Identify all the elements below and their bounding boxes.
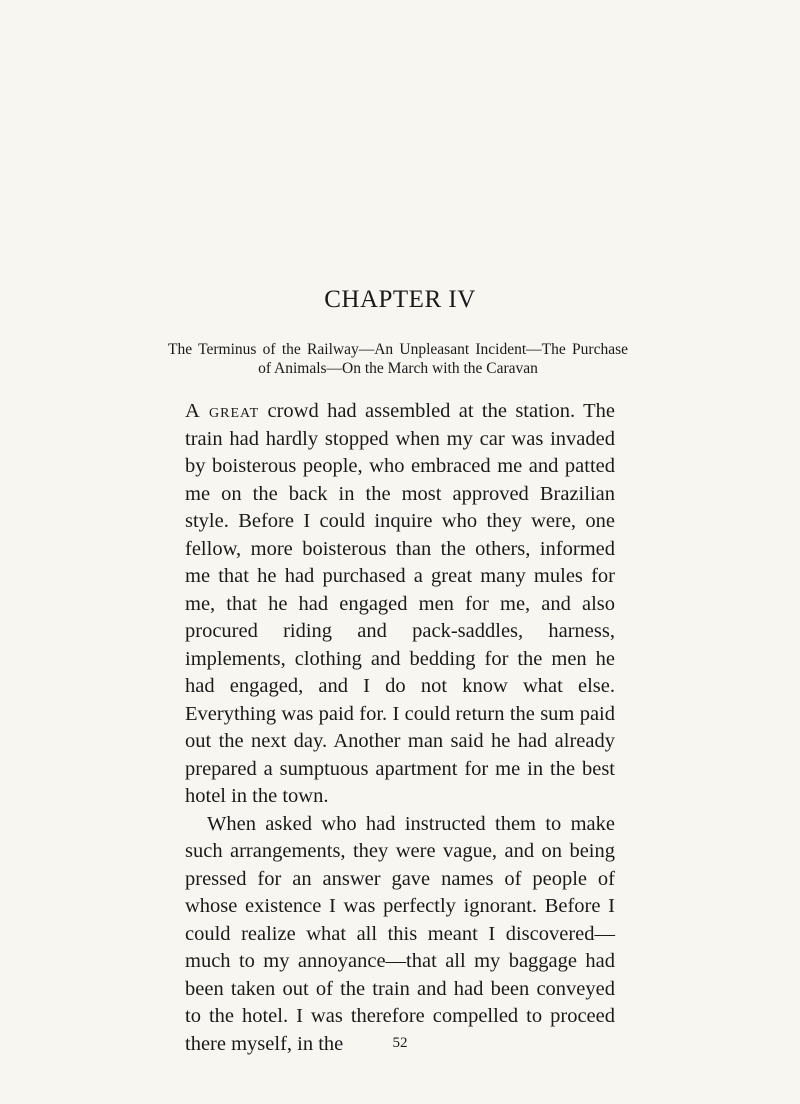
opening-words: A great [185,400,260,422]
chapter-synopsis: The Terminus of the Railway—An Unpleasant Incident—The Purchase of Animals—On the March with the Caravan [168,341,628,377]
paragraph-2: When asked who had instructed them to make such arrangements, they were vague, and on being pressed for an answer gave names of people of whose existence I was perfectly ignorant. Before I could realize what all this meant I discovered—much to my annoyance—that all my baggage had been taken out of the train and had been conveyed to the hotel. I was therefore compelled to proceed there myself, in the [185,812,615,1055]
page-number: 52 [392,1035,408,1051]
paragraph-1-text: crowd had assembled at the station. The train had hardly stopped when my car was invaded by boisterous people, who embraced me and patted me on the back in the most approved Brazilian style. Before I could inquire who they were, one fellow, more boisterous than the others, informed me that he had purchased a great many mules for me, that he had engaged men for me, and also procured riding and pack-saddles, harness, implements, clothing and bedding for the men he had engaged, and I do not know what else. Everything was paid for. I could return the sum paid out the next day. Another man said he had already prepared a sumptuous apartment for me in the best hotel in the town. [185,400,615,807]
body-text [185,398,615,1058]
chapter-title: CHAPTER IV [324,286,476,313]
paragraph-1 [185,398,615,811]
